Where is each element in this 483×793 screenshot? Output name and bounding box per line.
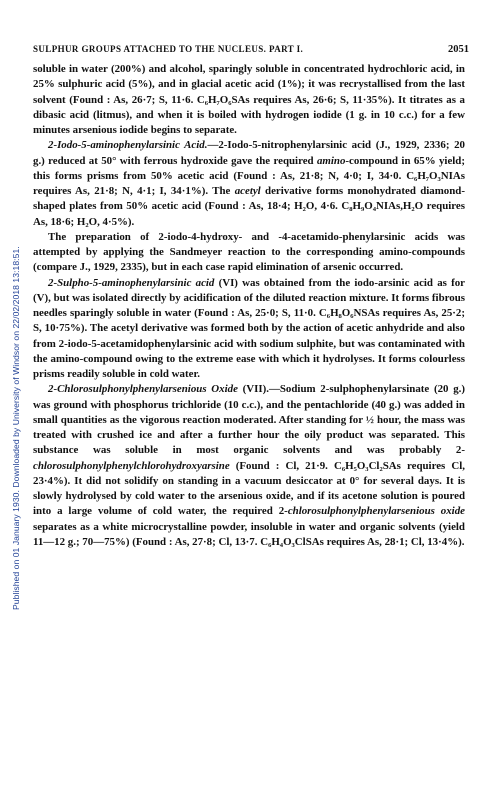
paragraph-2-text-b: -compound in 65% yield; this forms prisms from 50% acetic acid (Found : As, 21·8; N, 4·0; I, 34·0. C₆H₇O₃NIAs requires As, 21·8; N, 4·1; I, 34·1%). The [33,154,465,197]
paragraph-3: The preparation of 2-iodo-4-hydroxy- and -4-acetamido-phenylarsinic acids was attempted by applying the Sandmeyer reaction to the corresponding amino-compounds (compare J., 1929, 2335), but in each case rapid elimination of arsenic occurred. [33,230,465,274]
section-title-chlorosulphonyl: 2-Chlorosulphonylphenylarsenious Oxide [48,383,238,396]
term-arsenious-oxide: chlorosulphonylphenylarsenious oxide [287,505,465,518]
section-title-iodo-amino: 2-Iodo-5-aminophenylarsinic Acid. [48,139,208,152]
body-text [33,62,465,550]
paragraph-2 [33,138,465,230]
paragraph-2-text-c: derivative forms monohydrated diamond-shaped plates from 50% acetic acid (Found : As, 18·4; H₂O, 4·6. C₈H₉O₄NIAs,H₂O requires As, 18·6; H₂O, 4·5%). [33,185,465,228]
paragraph-2-text-a: —2-Iodo-5-nitrophenylarsinic acid (J., 1929, 2336; 20 g.) reduced at 50° with ferrous hydroxide gave the required [33,139,465,167]
running-header [33,44,469,55]
page-number: 2051 [448,44,469,55]
section-title-sulpho-amino: 2-Sulpho-5-aminophenylarsinic acid [48,276,215,289]
publication-watermark [4,0,21,793]
paragraph-5-text-b: (Found : Cl, 21·9. C₆H₅O₃Cl₂SAs requires Cl, 23·4%). It did not solidify on standing in a vacuum desiccator at 0° for several days. It is slowly hydrolysed by cold water to the arsenious oxide, and if its acetone solution is poured into a large volume of cold water, the required 2- [33,459,465,518]
paragraph-5-text-c: separates as a white microcrystalline powder, insoluble in water and organic solvents (yield 11—12 g.; 70—75%) (Found : As, 27·8; Cl, 13·7. C₆H₄O₃ClSAs requires As, 28·1; Cl, 13·4%). [33,520,465,548]
paper-page [33,44,469,550]
running-title: SULPHUR GROUPS ATTACHED TO THE NUCLEUS. PART I. [33,44,304,54]
paragraph-5-text-a: (VII).—Sodium 2-sulphophenylarsinate (20 g.) was ground with phosphorus trichloride (10 c.c.), and the pentachloride (40 g.) was added in small quantities as the vigorous reaction moderated. After standing for ½ hour, the mass was treated with crushed ice and after a further hour the oily product was separated. This substance was soluble in most organic solvents and was probably 2- [33,383,466,457]
term-chlorohydroxyarsine: chlorosulphonylphenylchlorohydroxyarsine [33,459,230,472]
term-amino: amino [316,154,346,167]
paragraph-5 [33,382,465,550]
paragraph-4-text: (VI) was obtained from the iodo-arsinic acid as for (V), but was isolated directly by acidification of the diluted reaction mixture. It forms fibrous needles sparingly soluble in water (Found : As, 25·0; S, 11·0. C₆H₈O₆NSAs requires As, 25·2; S, 10·75%). The acetyl derivative was formed both by the action of acetic anhydride and also from 2-iodo-5-acetamidophenylarsinic acid with sodium sulphite, but was contaminated with the amino-compound owing to the extreme ease with which it hydrolyses. It forms colourless prisms readily soluble in cold water. [33,276,465,380]
term-acetyl: acetyl [234,185,261,197]
paragraph-1: soluble in water (200%) and alcohol, sparingly soluble in concentrated hydrochloric acid, in 25% sulphuric acid (5%), and in glacial acetic acid (1%); it was recrystallised from the last solvent (Found : As, 26·7; S, 11·6. C₆H₇O₆SAs requires As, 26·6; S, 11·35%). It titrates as a dibasic acid (litmus), and when it is boiled with hydrogen iodide (1 g. in 10 c.c.) for a few minutes arsenious iodide begins to separate. [33,63,465,136]
paragraph-4 [33,276,465,383]
watermark-text: Published on 01 January 1930. Downloaded by University of Windsor on 22/02/2018 13:18:51. [11,246,21,610]
